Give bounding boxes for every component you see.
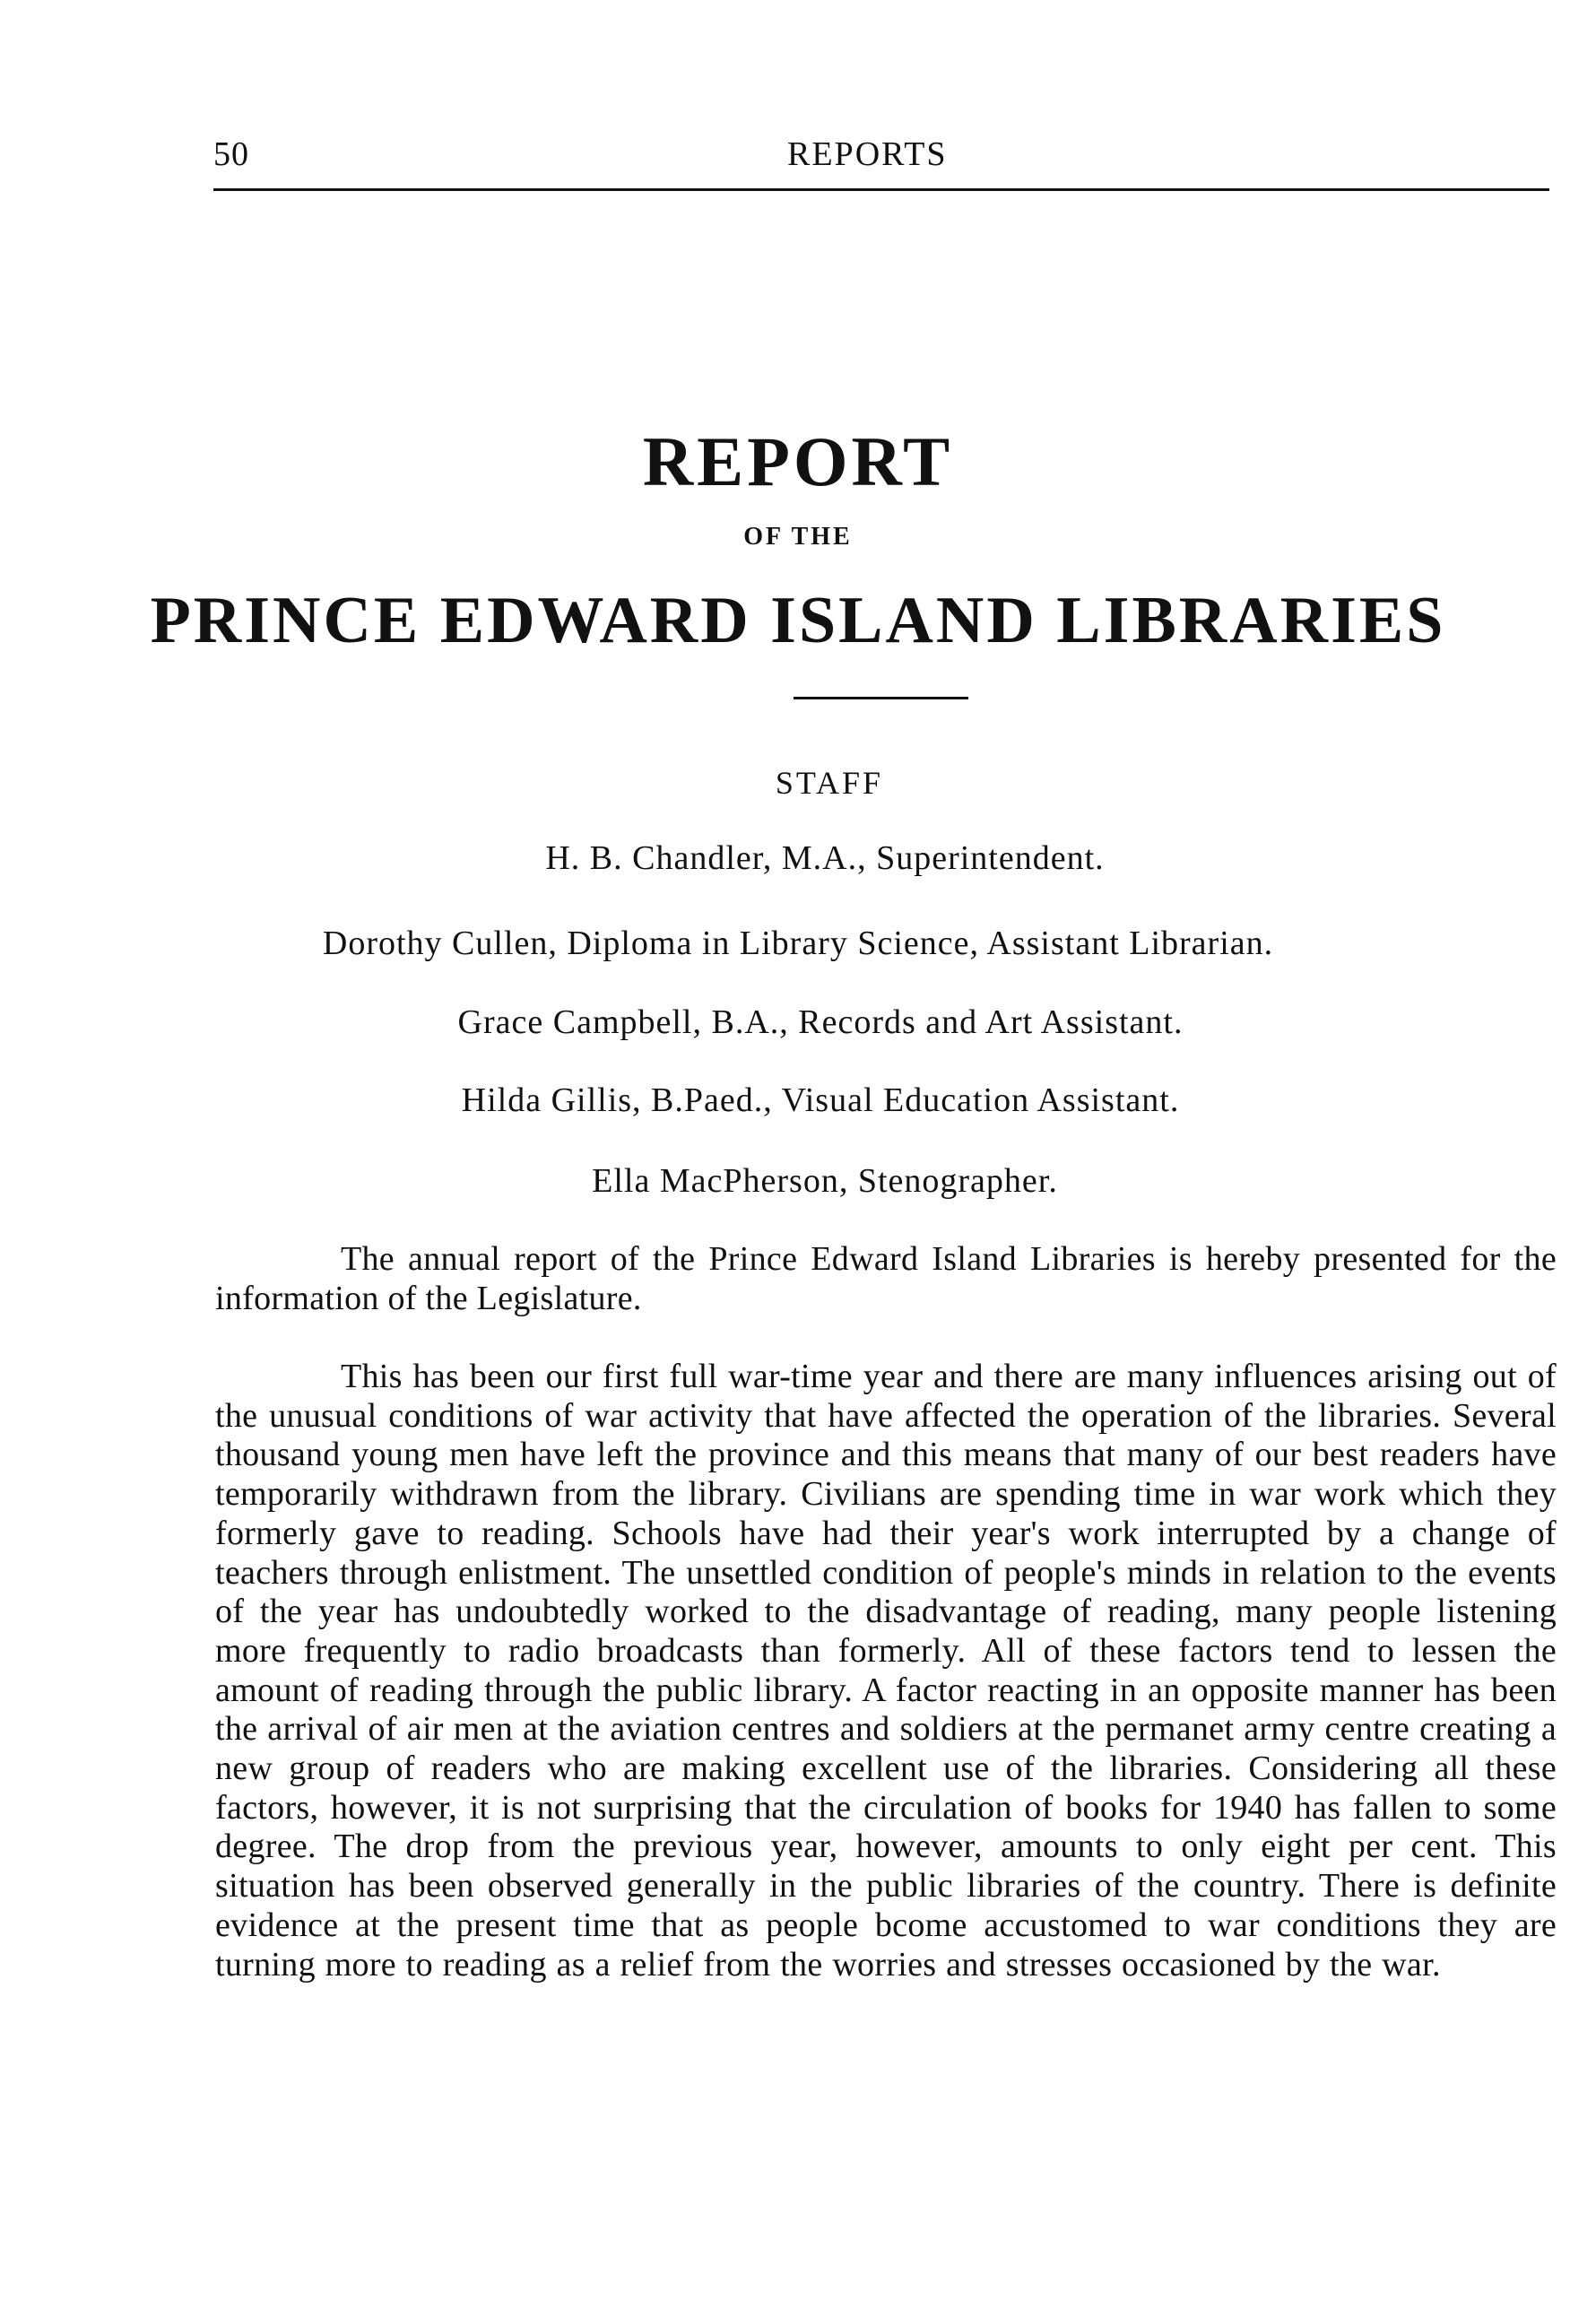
- body-paragraph: [215, 1358, 1557, 1984]
- title-divider: [794, 697, 968, 699]
- staff-member: Grace Campbell, B.A., Records and Art Assistant.: [457, 1003, 1184, 1041]
- running-head: [213, 135, 1549, 188]
- running-title: REPORTS: [787, 135, 948, 173]
- report-subtitle-of-the: OF THE: [743, 523, 853, 551]
- staff-member: Ella MacPherson, Stenographer.: [592, 1162, 1058, 1200]
- paragraph-text: The annual report of the Prince Edward Island Libraries is hereby presented for the information of the Legislature.: [215, 1240, 1557, 1317]
- staff-member: Dorothy Cullen, Diploma in Library Science, Assistant Librarian.: [322, 925, 1274, 962]
- report-title: REPORT: [642, 422, 954, 500]
- paragraph-text: This has been our first full war-time year and there are many influences arising out of the unusual conditions of war activity that have affected the operation of the libraries. Several thousand young men have left the province and this means that many of our best readers have temporarily withdrawn from the library. Civilians are spending time in war work which they formerly gave to reading. Schools have had their year's work interrupted by a change of teachers through enlistment. The unsettled condition of people's minds in relation to the events of the year has undoubtedly worked to the disadvantage of reading, many people listening more frequently to radio broadcasts than formerly. All of these factors tend to lessen the amount of reading through the public library. A factor reacting in an opposite manner has been the arrival of air men at the aviation centres and soldiers at the permanet army centre creating a new group of readers who are making excellent use of the libraries. Considering all these factors, however, it is not surprising that the circulation of books for 1940 has fallen to some degree. The drop from the previous year, however, amounts to only eight per cent. This situation has been observed generally in the public libraries of the country. There is definite evidence at the present time that as people bcome accustomed to war conditions they are turning more to reading as a relief from the worries and stresses occasioned by the war.: [215, 1358, 1557, 1984]
- staff-heading: STAFF: [775, 765, 884, 801]
- page-number: 50: [213, 135, 249, 173]
- body-paragraph: [215, 1240, 1557, 1318]
- staff-member: H. B. Chandler, M.A., Superintendent.: [545, 839, 1105, 877]
- organization-title: PRINCE EDWARD ISLAND LIBRARIES: [150, 584, 1446, 657]
- header-rule: [213, 188, 1549, 191]
- staff-member: Hilda Gillis, B.Paed., Visual Education Assistant.: [461, 1081, 1180, 1119]
